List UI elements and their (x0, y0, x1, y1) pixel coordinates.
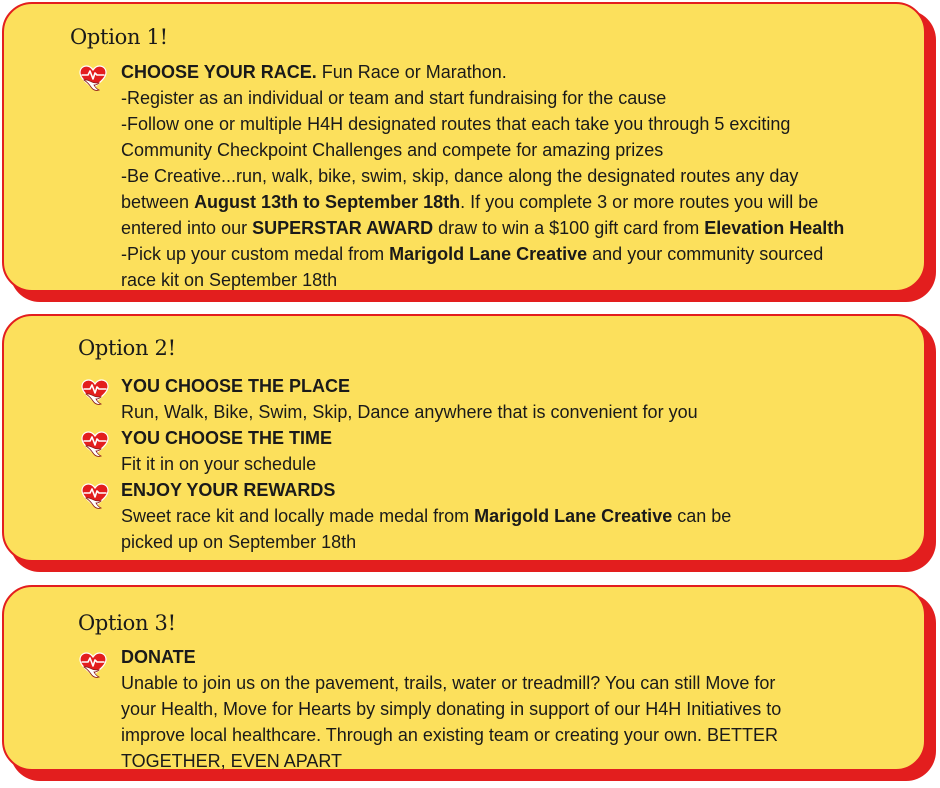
body-line (121, 189, 844, 215)
body-line (121, 137, 844, 163)
text-segment: Fit it in on your schedule (121, 454, 317, 474)
bold-text: Elevation Health (704, 218, 845, 238)
bold-text: SUPERSTAR AWARD (252, 218, 434, 238)
body-line (121, 503, 731, 529)
body-line (121, 477, 731, 503)
body-line (121, 59, 844, 85)
option-card-2 (2, 314, 926, 562)
body-line (121, 722, 781, 748)
option-body (121, 644, 781, 774)
bold-text: YOU CHOOSE THE TIME (121, 428, 333, 448)
text-segment: -Register as an individual or team and start fundraising for the cause (121, 88, 667, 108)
option-body (121, 373, 731, 555)
heart-hand-icon (78, 650, 108, 680)
text-segment: . If you complete 3 or more routes you will be (460, 192, 819, 212)
text-segment: -Be Creative...run, walk, bike, swim, skip, dance along the designated routes any day (121, 166, 799, 186)
option-title: Option 3! (78, 611, 176, 635)
body-line (121, 267, 844, 293)
text-segment: Unable to join us on the pavement, trails, water or treadmill? You can still Move for (121, 673, 776, 693)
text-segment: -Pick up your custom medal from (121, 244, 390, 264)
bold-text: YOU CHOOSE THE PLACE (121, 376, 351, 396)
body-line (121, 425, 731, 451)
text-segment: race kit on September 18th (121, 270, 338, 290)
body-line (121, 241, 844, 267)
body-line (121, 529, 731, 555)
text-segment: TOGETHER, EVEN APART (121, 751, 343, 771)
body-line (121, 399, 731, 425)
option-card-3 (2, 585, 926, 771)
body-line (121, 748, 781, 774)
body-line (121, 215, 844, 241)
option-card-1 (2, 2, 926, 292)
bold-text: DONATE (121, 647, 196, 667)
body-line (121, 163, 844, 189)
text-segment: draw to win a $100 gift card from (433, 218, 705, 238)
body-line (121, 644, 781, 670)
body-line (121, 670, 781, 696)
body-line (121, 451, 731, 477)
option-title: Option 1! (70, 25, 168, 49)
bold-text: Marigold Lane Creative (474, 506, 673, 526)
heart-hand-icon (78, 63, 108, 93)
body-line (121, 373, 731, 399)
text-segment: entered into our (121, 218, 253, 238)
bold-text: ENJOY YOUR REWARDS (121, 480, 336, 500)
text-segment: picked up on September 18th (121, 532, 357, 552)
text-segment: Community Checkpoint Challenges and compete for amazing prizes (121, 140, 664, 160)
heart-hand-icon (80, 429, 110, 459)
text-segment: can be (672, 506, 732, 526)
bold-text: August 13th to September 18th (194, 192, 461, 212)
text-segment: between (121, 192, 195, 212)
text-segment: Run, Walk, Bike, Swim, Skip, Dance anywhere that is convenient for you (121, 402, 698, 422)
body-line (121, 696, 781, 722)
body-line (121, 111, 844, 137)
heart-hand-icon (80, 377, 110, 407)
bold-text: CHOOSE YOUR RACE. (121, 62, 317, 82)
text-segment: and your community sourced (587, 244, 824, 264)
text-segment: Fun Race or Marathon. (316, 62, 507, 82)
option-body (121, 59, 844, 293)
body-line (121, 85, 844, 111)
heart-hand-icon (80, 481, 110, 511)
text-segment: Sweet race kit and locally made medal from (121, 506, 475, 526)
option-title: Option 2! (78, 336, 176, 360)
text-segment: -Follow one or multiple H4H designated routes that each take you through 5 exciting (121, 114, 791, 134)
text-segment: improve local healthcare. Through an existing team or creating your own. BETTER (121, 725, 778, 745)
text-segment: your Health, Move for Hearts by simply donating in support of our H4H Initiatives to (121, 699, 782, 719)
bold-text: Marigold Lane Creative (389, 244, 588, 264)
